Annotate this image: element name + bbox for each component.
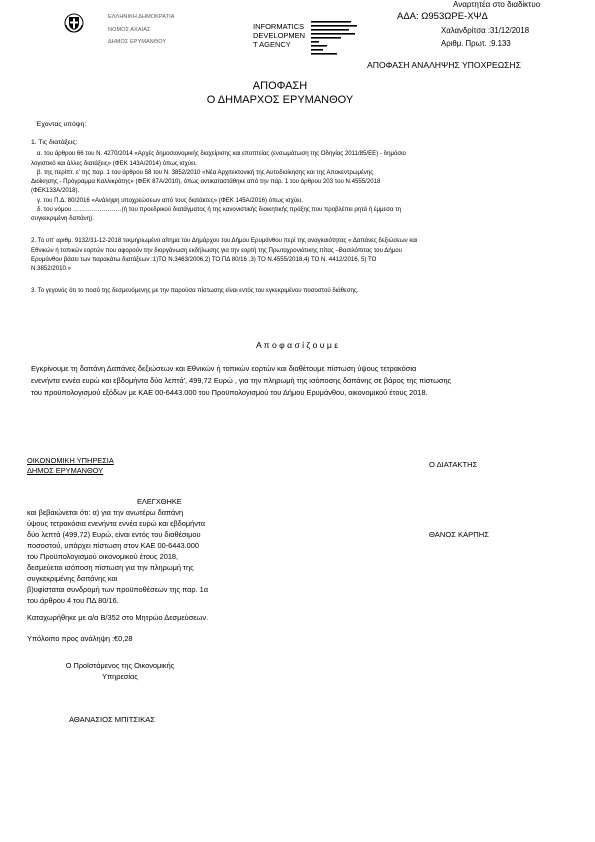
stamp-line2: DEVELOPMEN [253,31,306,40]
org-name-line1: ΕΛΛΗΝΙΚΗ ΔΗΜΟΚΡΑΤΙΑ [108,14,175,20]
provision-c-line1: γ. του Π.Δ. 80/2016 «Ανάληψη υποχρεώσεων από τους διατάκτες» (ΦΕΚ 145Α/2016) όπως ισχύει. [37,197,303,204]
finance-head-line2: Υπηρεσίας [102,672,138,681]
provision-d-line1: δ. του νόμου ……………………(ή του προεδρικού διατάγματος ή της κανονιστικής διοικητικής πράξης που προβλέπει ρητά ή έμμεσα τη [37,206,402,213]
remaining-amount: Υπόλοιπο προς ανάληψη :€0,28 [27,634,133,643]
cert-line1: και βεβαιώνεται ότι: α) για την ανωτέρω δαπάνη [27,508,184,517]
org-name-line2: ΝΟΜΟΣ ΑΧΑΙΑΣ [108,27,151,33]
stamp-line3: T AGENCY [253,40,291,49]
request-line3: Ερυμάνθου βάσει των παρακάτω διατάξεων :1)ΤΟ Ν.3463/2006,2) ΤΟ ΠΔ 80/16 ,3) ΤΟ Ν.4555/2018,4) ΤΟ Ν. 4412/2016, 5) ΤΟ [31,256,377,263]
provision-b-line2: Διοίκησης - Πρόγραμμα Καλλικράτης» (ΦΕΚ 87Α/2010), όπως αντικαταστάθηκε από την παρ. 1 του άρθρου 203 του Ν.4555/2018 [31,178,381,185]
cert-line2: ύψους τετρακόσια ενενήντα εννέα ευρώ και εβδομήντα [27,519,206,528]
decision-line2: ενενήντα εννέα ευρώ και εβδομήντα δύο λεπτά', 499,72 Ευρώ , για την πληρωμή της ισόποσης δαπάνης σε βάρος της πίστωσης [31,376,452,385]
provision-d-line2: συγκεκριμένη δαπάνη). [31,215,94,222]
cert-line9: του άρθρου 4 του ΠΔ 80/16. [27,596,119,605]
provision-a-line2: λογιστικό και άλλες διατάξεις» (ΦΕΚ 143Α/2014) όπως ισχύει. [31,160,197,167]
provision-b-line3: (ΦΕΚ133Α/2018). [31,187,80,194]
provision-a-line1: α. του άρθρου 66 του Ν. 4270/2014 «Αρχές δημοσιονομικής διαχείρισης και εποπτείας (ενσωμάτωση της Οδηγίας 2011/85/ΕΕ) - δημόσιο [37,150,406,157]
budget-fact: 3. Το γεγονός ότι το ποσό της δεσμευόμενης με την παρούσα πίστωσης είναι εντός του εγκεκριμένου ποσοστού διάθεσης. [31,287,359,294]
title-line1: ΑΠΟΦΑΣΗ [252,80,308,92]
finance-service-municipality: ΔΗΜΟΣ ΕΡΥΜΑΝΘΟΥ [27,466,104,475]
stamp-fine-print [311,21,369,63]
decision-line1: Εγκρίνουμε τη δαπάνη Δαπάνες δεξιώσεων και Εθνικών ή τοπικών εορτών και διαθέτουμε πίστωση ύψους τετρακόσια [31,364,417,373]
having-regard: Έχοντας υπόψη: [36,121,87,128]
finance-head-name: ΑΘΑΝΑΣΙΟΣ ΜΠΙΤΣΙΚΑΣ [69,715,155,724]
finance-service-title: ΟΙΚΟΝΟΜΙΚΗ ΥΠΗΡΕΣΙΑ [27,456,114,465]
ada-code: ΑΔΑ: Ω953ΩΡΕ-ΧΨΔ [397,11,488,22]
cert-line8: β)υφίσταται συνδρομή των προϋποθέσεων της παρ. 1α [27,585,209,594]
cert-line3: δύο λεπτά (499,72) Ευρώ, είναι εντός του διαθέσιμου [27,530,201,539]
org-name-line3: ΔΗΜΟΣ ΕΡΥΜΑΝΘΟΥ [108,39,167,45]
provisions-heading: 1. Τις διατάξεις: [31,139,78,146]
request-line4: Ν.3852/2010.» [31,265,71,272]
decision-line3: του προϋπολογισμού εξόδων με ΚΑΕ 00-6443.000 του Προϋπολογισμού του Δήμου Ερυμάνθου, οικονομικού έτους 2018. [31,388,428,397]
signatory-role: Ο ΔΙΑΤΑΚΤΗΣ [429,460,478,469]
document-type: ΑΠΟΦΑΣΗ ΑΝΑΛΗΨΗΣ ΥΠΟΧΡΕΩΣΗΣ [367,60,522,70]
cert-line4: ποσοστού, υπάρχει πίστωση στον ΚΑΕ 00-6443.000 [27,541,199,550]
cert-line7: συγκεκριμένης δαπάνης και [27,574,118,583]
commitment-registration: Καταχωρήθηκε με α/α Β/352 στο Μητρώο Δεσμεύσεων. [27,613,209,622]
checked-label: ΕΛΕΓΧΘΗΚΕ [137,497,182,506]
provision-b-line1: β. της περίπτ. ε' της παρ. 1 του άρθρου 58 του Ν. 3852/2010 «Νέα Αρχιτεκτονική της Αυτοδιοίκησης και της Αποκεντρωμένης [37,169,374,176]
cert-line5: του Προϋπολογισμού οικονομικού έτους 2018, [27,552,179,561]
stamp-line1: INFORMATICS [253,22,305,31]
posted-online-note: Αναρτητέα στο διαδίκτυο [453,0,541,9]
finance-head-line1: Ο Προϊστάμενος της Οικονομικής [65,661,175,670]
decision-heading: Α π ο φ α σ ί ζ ο υ μ ε [256,340,339,350]
document-date: Χαλανδρίτσα :31/12/2018 [441,26,530,35]
request-line2: Εθνικών ή τοπικών εορτών που αφορούν την διοργάνωση εκδήλωσης για την εορτή της Πρωτοχρονιάτικης πίτας –Βασιλόπιτας του Δήμου [31,247,402,254]
finance-head-title [40,660,200,682]
request-line1: 2. Το υπ' αριθμ. 9132/31-12-2018 τεκμηριωμένο αίτημα του Δημάρχου του Δήμου Ερυμάνθου περί της αναγκαιότητας « Δαπάνες δεξιώσεων και [31,237,418,244]
signatory-name: ΘΑΝΟΣ ΚΑΡΠΗΣ [429,530,489,539]
title-line2: Ο ΔΗΜΑΡΧΟΣ ΕΡΥΜΑΝΘΟΥ [206,94,354,106]
page-title [180,79,380,107]
protocol-number: Αριθμ. Πρωτ. :9.133 [441,39,511,48]
cert-line6: δεσμεύεται ισόποση πίστωση για την πληρωμή της [27,563,194,572]
greek-coat-of-arms-icon [64,13,84,33]
